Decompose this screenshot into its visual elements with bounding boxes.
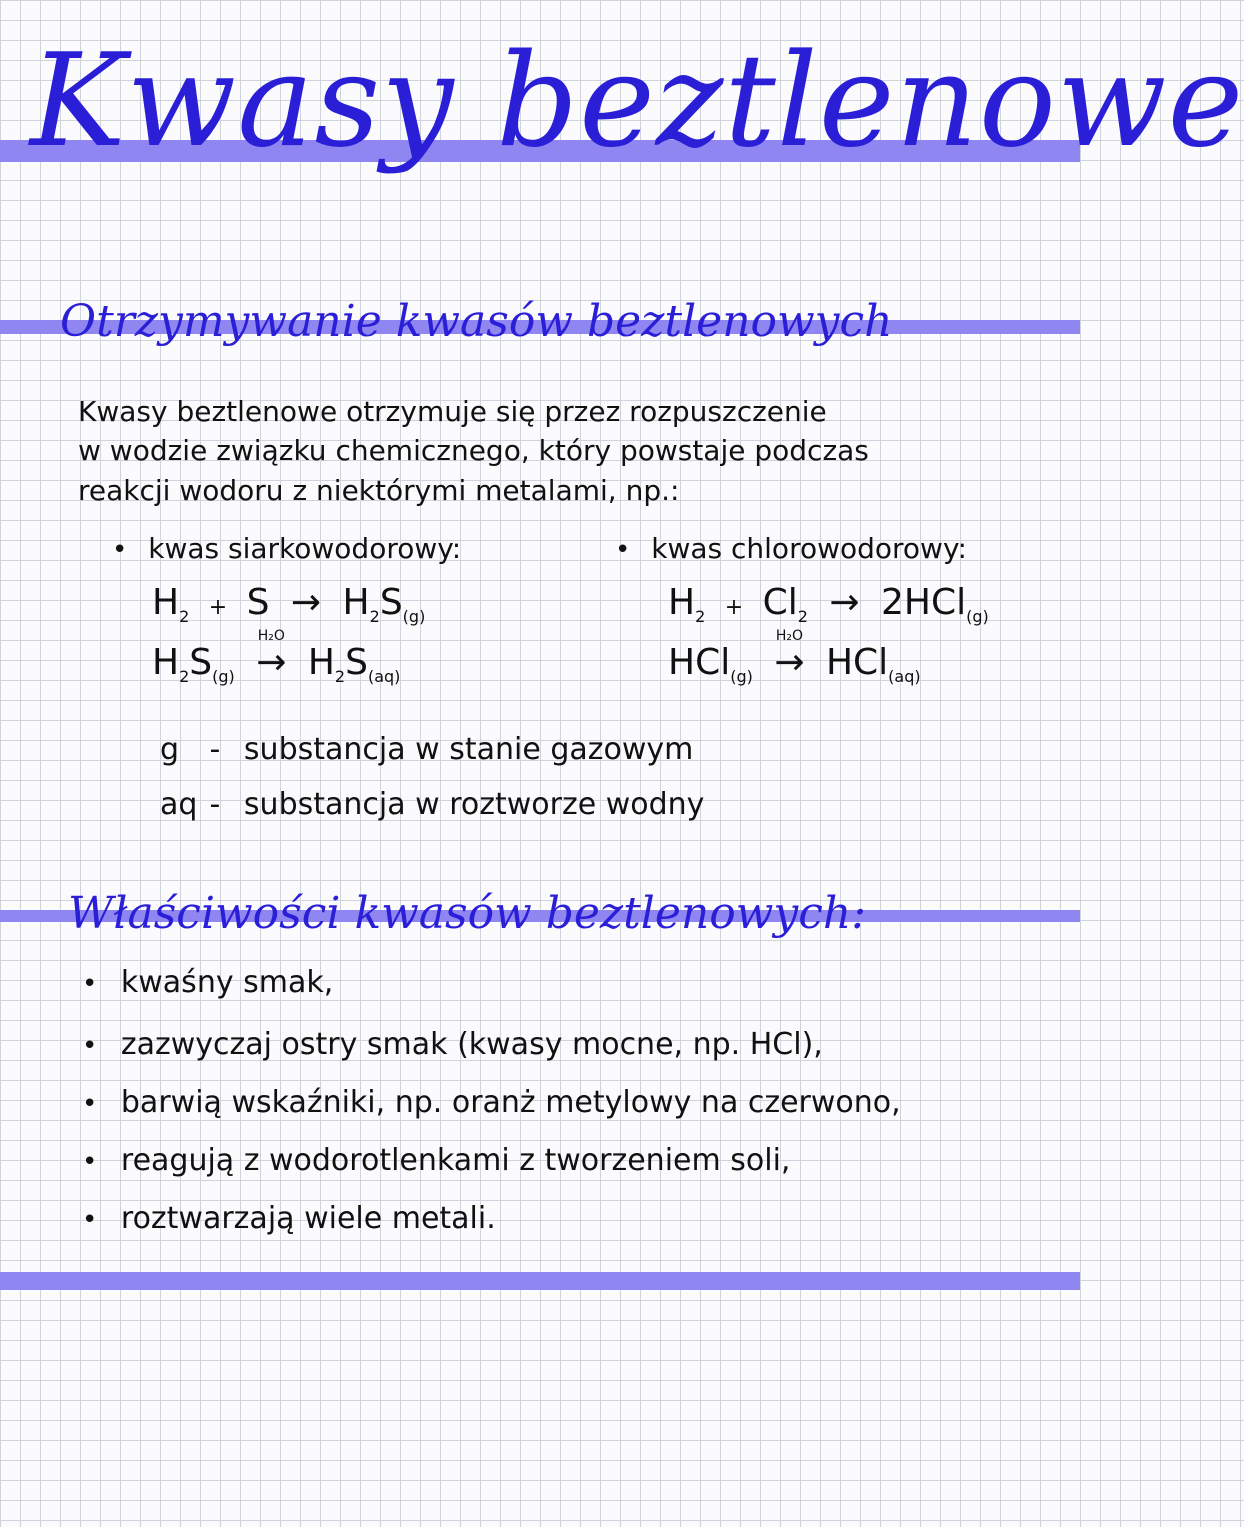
section1-heading: Otrzymywanie kwasów beztlenowych [60, 296, 893, 347]
left-equation-1: $H_2 + S \to H_2S_{(g)}$ [152, 582, 426, 627]
arrow-icon: → [829, 582, 860, 623]
arrow-icon: H₂O → [774, 628, 805, 683]
bottom-highlight [0, 1272, 1080, 1290]
right-equation-2: HCl$_{(g)}$ H₂O → HCl$_{(aq)}$ [668, 628, 921, 687]
intro-line-1: Kwasy beztlenowe otrzymuje się przez rozpuszczenie [78, 395, 827, 428]
left-example [112, 532, 462, 565]
property-item: • barwią wskaźniki, np. oranż metylowy na czerwono, [82, 1085, 901, 1120]
bullet-right: • [615, 535, 631, 565]
property-item: • roztwarzają wiele metali. [82, 1201, 496, 1236]
right-equation-1: $H_2 + Cl_2 \to 2HCl_{(g)}$ [668, 582, 989, 627]
section2-heading: Właściwości kwasów beztlenowych: [68, 888, 867, 939]
arrow-icon: → [290, 582, 322, 623]
intro-line-3: reakcji wodoru z niektórymi metalami, np.: [78, 474, 680, 507]
property-item: • zazwyczaj ostry smak (kwasy mocne, np. HCl), [82, 1027, 823, 1062]
left-equation-2: $H_2S_{(g)}$ H₂O → $H_2S_{(aq)}$ [152, 628, 401, 687]
right-example [615, 532, 967, 565]
left-label: kwas siarkowodorowy: [148, 532, 462, 565]
property-item: • kwaśny smak, [82, 965, 334, 1000]
intro-line-2: w wodzie związku chemicznego, który powstaje podczas [78, 434, 869, 467]
legend-row-aq: aq - substancja w roztworze wodny [160, 787, 705, 822]
bullet-left: • [112, 535, 128, 565]
right-label: kwas chlorowodorowy: [651, 532, 967, 565]
legend-row-gas: g - substancja w stanie gazowym [160, 732, 694, 767]
page-title: Kwasy beztlenowe [30, 27, 1244, 176]
arrow-icon: H₂O → [256, 628, 287, 683]
property-item: • reagują z wodorotlenkami z tworzeniem soli, [82, 1143, 791, 1178]
